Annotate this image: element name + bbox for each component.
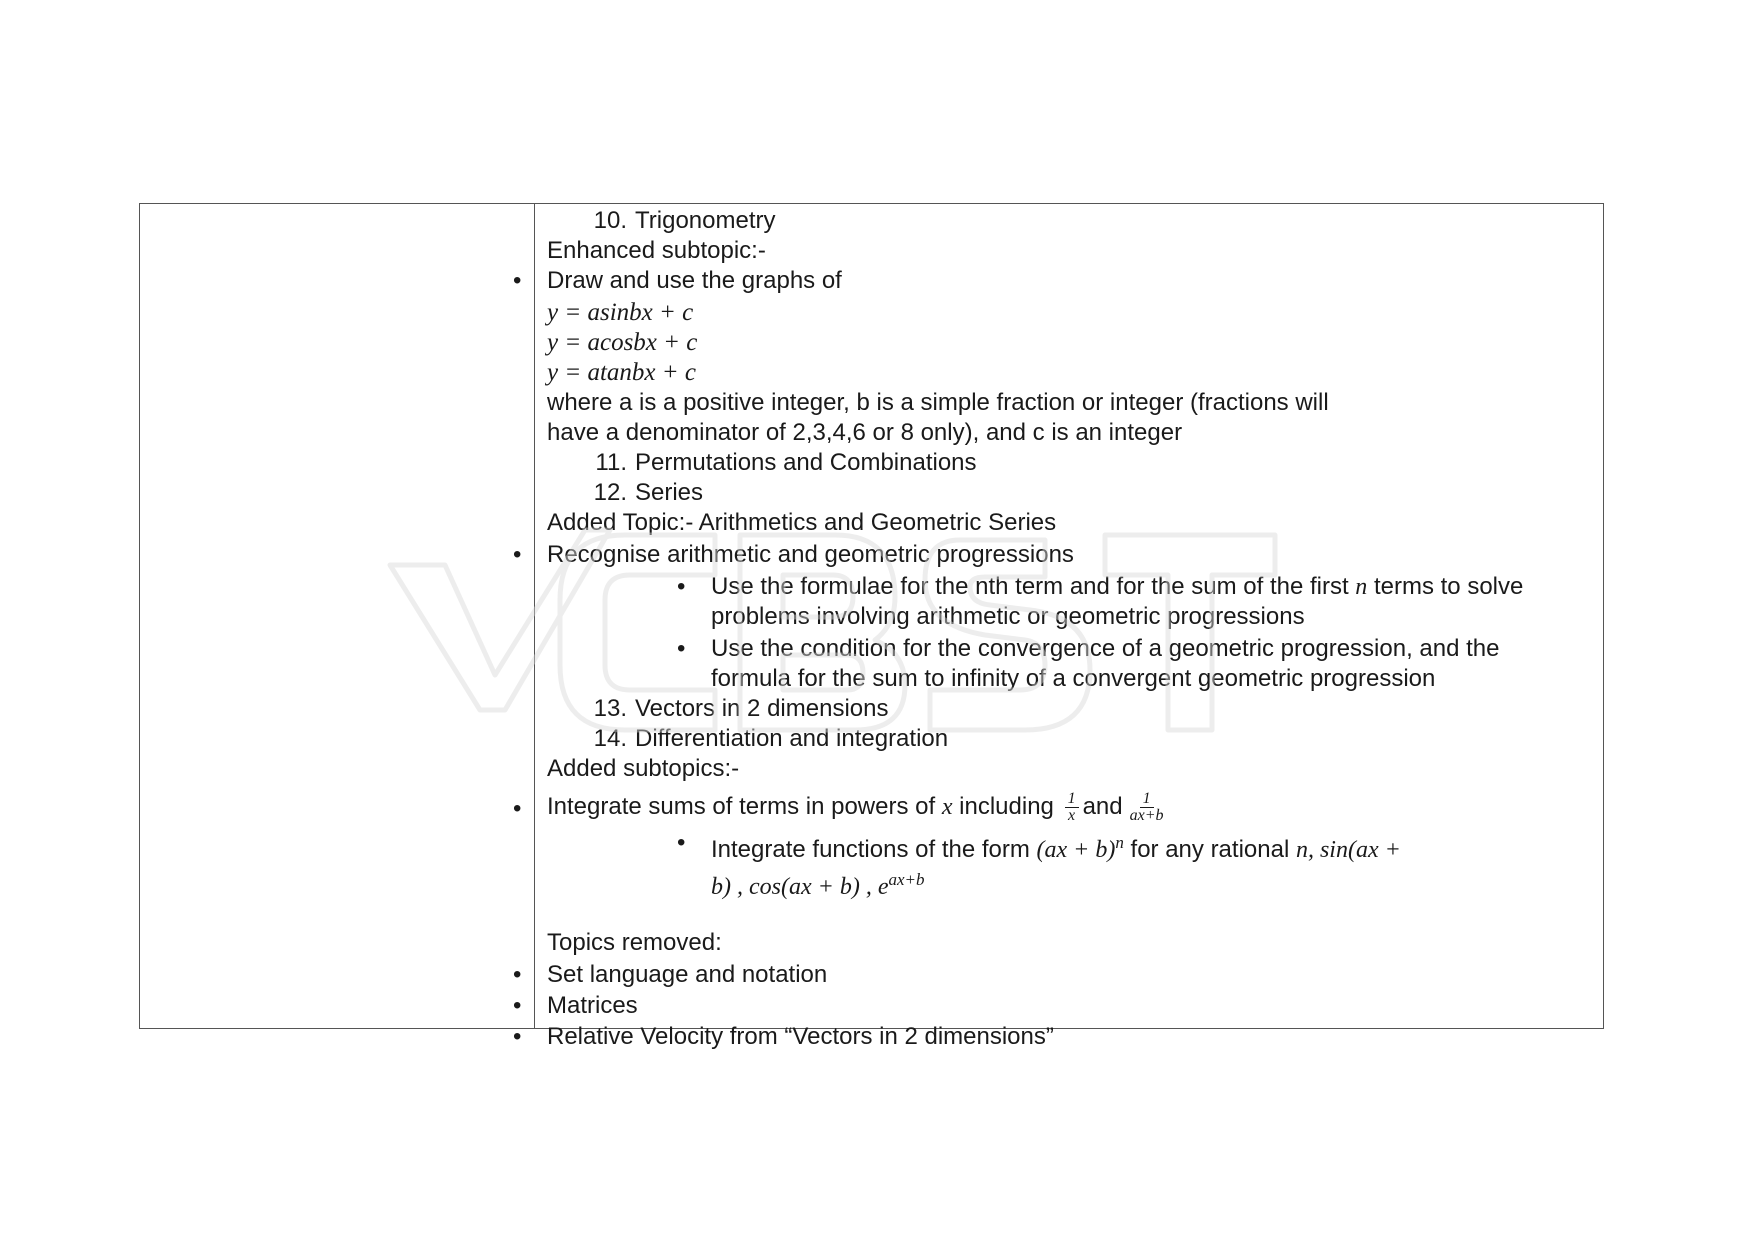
bullet-icon: • bbox=[677, 829, 686, 857]
formula-sin: y = asinbx + c bbox=[547, 299, 694, 326]
item-series bbox=[513, 478, 1593, 694]
fraction-one-over-axb: $\frac{1}{ax+b}$ bbox=[1129, 790, 1164, 825]
item-title: Trigonometry bbox=[635, 207, 776, 234]
table-right-column bbox=[513, 204, 1603, 1051]
sub-heading: Added subtopics:- bbox=[547, 755, 740, 782]
syllabus-table bbox=[139, 203, 1604, 1051]
item-number: 12. bbox=[593, 479, 627, 506]
where-line-1: where a is a positive integer, b is a simple fraction or integer (fractions will bbox=[547, 389, 1329, 416]
syllabus-content bbox=[513, 204, 1593, 1052]
list-item: • Draw and use the graphs of bbox=[513, 267, 842, 294]
item-number: 11. bbox=[595, 449, 627, 476]
list-item: • Use the condition for the convergence of a geometric progression, and the formula for the sum to infinity of a convergent geometric progression bbox=[677, 635, 1500, 692]
list-item: • Use the formulae for the nth term and for the sum of the first n terms to solve problems involving arithmetic or geometric progressions bbox=[677, 573, 1524, 630]
item-trigonometry bbox=[513, 206, 1593, 448]
bullet-icon: • bbox=[513, 992, 522, 1020]
where-line-2: have a denominator of 2,3,4,6 or 8 only), and c is an integer bbox=[547, 419, 1183, 446]
bullet-icon: • bbox=[513, 267, 522, 294]
sub-heading: Added Topic:- Arithmetics and Geometric Series bbox=[547, 509, 1057, 536]
item-title: Differentiation and integration bbox=[635, 725, 949, 752]
item-title: Permutations and Combinations bbox=[635, 449, 977, 476]
removed-heading: Topics removed: bbox=[547, 929, 722, 957]
bullet-icon: • bbox=[513, 795, 522, 822]
formula-tan: y = atanbx + c bbox=[547, 359, 696, 386]
bullet-icon: • bbox=[513, 961, 522, 989]
list-item: • Integrate functions of the form (ax + b)$^n$ for any rational n, sin(ax + b) , cos(ax + b) , $e^{ax+b}$ bbox=[677, 829, 1401, 901]
sub-heading: Enhanced subtopic:- bbox=[547, 237, 766, 264]
item-number: 14. bbox=[593, 725, 627, 752]
bullet-icon: • bbox=[677, 635, 686, 662]
item-title: Vectors in 2 dimensions bbox=[635, 695, 889, 722]
topics-removed bbox=[513, 928, 1593, 1052]
item-title: Series bbox=[635, 479, 704, 506]
fraction-one-over-x: $\frac{1}{x}$ bbox=[1065, 791, 1079, 824]
bullet-icon: • bbox=[513, 1023, 522, 1051]
formula-cos: y = acosbx + c bbox=[547, 329, 698, 356]
item-number: 10. bbox=[593, 207, 627, 234]
list-item: • Recognise arithmetic and geometric progressions bbox=[513, 541, 1074, 568]
item-number: 13. bbox=[593, 695, 627, 722]
list-item: • Matrices bbox=[513, 992, 638, 1020]
bullet-icon: • bbox=[513, 541, 522, 568]
list-item: • Set language and notation bbox=[513, 961, 828, 989]
table-left-column bbox=[140, 204, 535, 1028]
list-item: • Relative Velocity from “Vectors in 2 dimensions” bbox=[513, 1023, 1054, 1051]
item-permutations bbox=[547, 448, 1593, 478]
item-differentiation bbox=[513, 724, 1593, 902]
list-item: • Integrate sums of terms in powers of x including $\frac{1}{x}$ and $\frac{1}{ax+b}$ bbox=[547, 790, 1593, 824]
item-vectors bbox=[547, 694, 1593, 724]
bullet-icon: • bbox=[677, 573, 686, 600]
